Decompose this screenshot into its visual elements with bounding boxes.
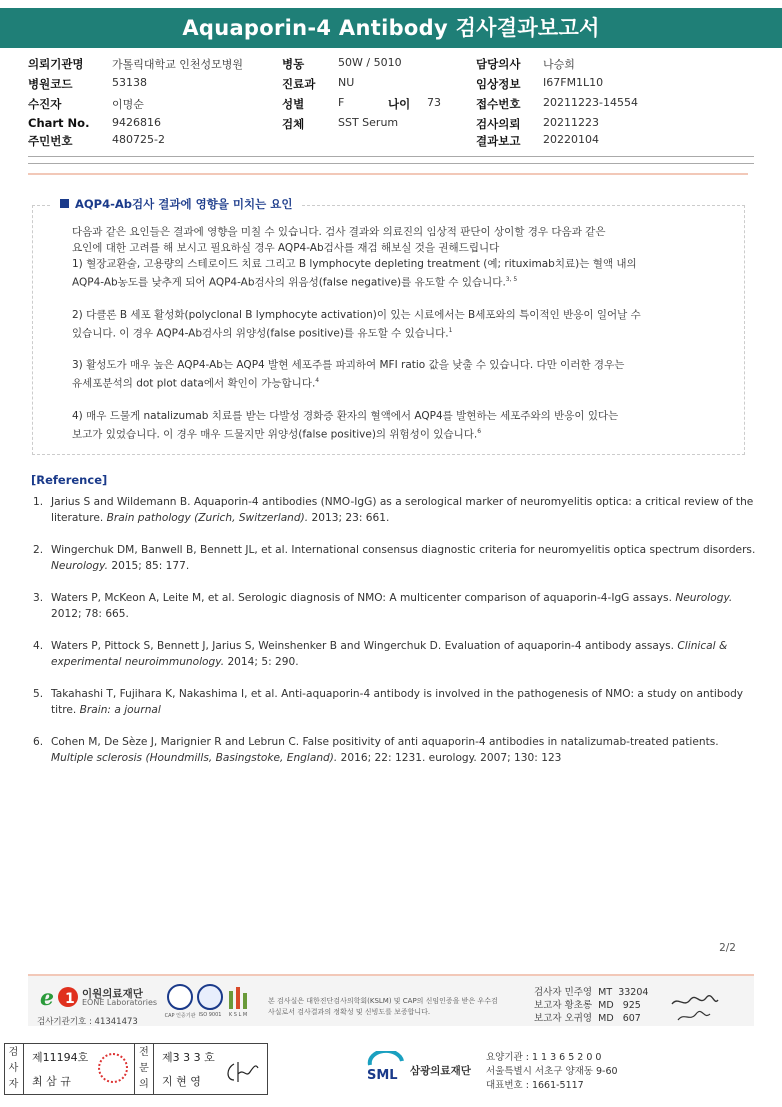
svg-text:1: 1	[65, 991, 75, 1007]
agency-code: 요양기관 : 1 1 3 6 5 2 0 0	[486, 1052, 602, 1063]
reference-item: 6. Cohen M, De Sèze J, Marignier R and Lebrun C. False positivity of anti aquaporin-4 antibodies in natalizumab-treated patients. Multiple sclerosis (Houndmills, Basingstoke, England). 2016; 22: 1231. eurology. 2007; 130: 123	[33, 736, 719, 764]
report-date-label: 결과보고	[476, 134, 521, 148]
factor-item-4: 4) 매우 드물게 natalizumab 치료를 받는 다발성 경화증 환자의 혈액에서 AQP4를 발현하는 세포주와의 반응이 있다는 보고가 있었습니다. 이 경우 매우 드물지만 위양성(false positive)의 위험성이 있습니다.$^6$	[72, 409, 619, 440]
specialist-name: 지 현 영	[162, 1075, 201, 1088]
age-label: 나이	[388, 97, 411, 111]
reporter-row: 보고자 오귀영 MD 607	[534, 1013, 641, 1024]
receipt-no-value: 20211223-14554	[543, 96, 638, 109]
ward-value: 50W / 5010	[338, 56, 402, 69]
factors-text	[72, 224, 722, 442]
department-value: NU	[338, 76, 355, 89]
chart-no-label: Chart No.	[28, 116, 90, 130]
report-date-value: 20220104	[543, 133, 599, 146]
resident-no-label: 주민번호	[28, 134, 73, 148]
institution-label: 의뢰기관명	[28, 57, 84, 71]
svg-text:SML: SML	[367, 1068, 398, 1083]
hospital-code-label: 병원코드	[28, 77, 73, 91]
factor-item-3: 3) 활성도가 매우 높은 AQP4-Ab는 AQP4 발현 세포주를 파괴하여 MFI ratio 값을 낮출 수 있습니다. 다만 이러한 경우는 유세포분석의 dot plot data에서 확인이 가능합니다.$^4$	[72, 359, 625, 390]
reference-item: 3. Waters P, McKeon A, Leite M, et al. Serologic diagnosis of NMO: A multicenter comparison of aquaporin-4-IgG assays. Neurology. 2012; 78: 665.	[33, 592, 733, 620]
hospital-code-value: 53138	[112, 76, 147, 89]
request-date-label: 검사의뢰	[476, 117, 521, 131]
factors-intro: 다음과 같은 요인들은 결과에 영향을 미칠 수 있습니다. 검사 결과와 의료진의 임상적 판단이 상이할 경우 다음과 같은 요인에 대한 고려를 해 보시고 필요하실 경우 AQP4-Ab검사를 재검 해보실 것을 권해드립니다	[72, 226, 606, 254]
department-label: 진료과	[282, 77, 316, 91]
eone-logo-icon	[40, 985, 78, 1009]
reference-list	[33, 494, 763, 782]
divider	[28, 156, 754, 157]
signature-image	[670, 994, 720, 1026]
sex-label: 성별	[282, 97, 305, 111]
divider	[28, 163, 754, 164]
eone-name: 이원의료재단	[82, 988, 143, 1000]
factor-item-1: 1) 혈장교환술, 고용량의 스테로이드 치료 그리고 B lymphocyte depleting treatment (예; rituximab치료)는 혈액 내의 AQP4-Ab농도를 낮추게 되어 AQP4-Ab검사의 위음성(false negative)를 유도할 수 있습니다.$^{3, 5}$	[72, 258, 637, 289]
reference-heading: [Reference]	[31, 473, 108, 487]
org-phone: 대표번호 : 1661-5117	[486, 1080, 584, 1091]
org-address: 서울특별시 서초구 양재동 9-60	[486, 1066, 618, 1077]
doctor-label: 담당의사	[476, 57, 521, 71]
page-number: 2/2	[719, 942, 736, 954]
cert-caption: K S L M	[228, 1012, 248, 1018]
divider	[28, 173, 748, 175]
receipt-no-label: 접수번호	[476, 97, 521, 111]
resident-no-value: 480725-2	[112, 133, 165, 146]
recipient-label: 수진자	[28, 97, 62, 111]
reporter-row: 보고자 황초롱 MD 925	[534, 1000, 641, 1011]
reference-item: 5. Takahashi T, Fujihara K, Nakashima I, et al. Anti-aquaporin-4 antibody is involved in the pathogenesis of NMO: a study on antibody titre. Brain: a journal	[33, 688, 744, 716]
sex-value: F	[338, 96, 345, 109]
iso-seal-icon	[197, 984, 223, 1010]
square-bullet-icon	[60, 199, 69, 208]
report-title: Aquaporin-4 Antibody 검사결과보고서	[0, 8, 782, 48]
inspector-name: 최 삼 규	[32, 1075, 71, 1088]
cap-seal-icon	[167, 984, 193, 1010]
reference-item: 4. Waters P, Pittock S, Bennett J, Jarius S, Weinshenker B and Wingerchuk D. Evaluation of aquaporin-4 antibody assays. Clinical & experimental neuroimmunology. 2014; 5: 290.	[33, 640, 728, 668]
specialist-signature-image	[224, 1060, 260, 1086]
reference-item: 1. Jarius S and Wildemann B. Aquaporin-4 antibodies (NMO-IgG) as a serological marker of neuromyelitis optica: a critical review of the literature. Brain pathology (Zurich, Switzerland). 2013; 23: 661.	[33, 496, 754, 524]
kslm-logo-icon	[227, 985, 249, 1011]
ward-label: 병동	[282, 57, 305, 71]
factor-item-2: 2) 다클론 B 세포 활성화(polyclonal B lymphocyte activation)이 있는 시료에서는 B세포와의 특이적인 반응이 일어날 수 있습니다. 이 경우 AQP4-Ab검사의 위양성(false positive)를 유도할 수 있습니다.$^1$	[72, 308, 641, 339]
inspector-no: 제11194호	[32, 1051, 89, 1064]
cert-caption: ISO 9001	[198, 1012, 222, 1018]
factors-title: AQP4-Ab검사 결과에 영향을 미치는 요인	[52, 196, 300, 212]
doctor-value: 나승희	[543, 58, 575, 71]
seal-stamp-icon	[98, 1053, 128, 1083]
reference-item: 2. Wingerchuk DM, Banwell B, Bennett JL, et al. International consensus diagnostic criteria for neuromyelitis optica spectrum disorders. Neurology. 2015; 85: 177.	[33, 544, 756, 572]
lab-code: 검사기관기호 : 41341473	[37, 1017, 138, 1027]
specialist-label: 전문의	[134, 1043, 154, 1095]
org-info	[486, 1051, 618, 1093]
specialist-no: 제3 3 3 호	[162, 1051, 215, 1064]
recipient-value: 이명순	[112, 98, 144, 111]
cert-caption: CAP 인증기관	[164, 1013, 196, 1019]
reporter-row: 검사자 민주영 MT 33204	[534, 987, 649, 998]
specimen-value: SST Serum	[338, 116, 399, 129]
disclaimer: 본 검사실은 대한진단검사의학회(KSLM) 및 CAP의 신임인증을 받은 우수검사실로서 검사결과의 정확성 및 신빙도를 보증합니다.	[268, 997, 498, 1016]
eone-sub: EONE Laboratories	[82, 998, 158, 1007]
reporters	[534, 986, 648, 1025]
sml-logo-icon	[366, 1051, 406, 1085]
age-value: 73	[427, 96, 441, 109]
sml-org-name: 삼광의료재단	[410, 1065, 471, 1077]
request-date-value: 20211223	[543, 116, 599, 129]
clinical-info-value: I67FM1L10	[543, 76, 604, 89]
chart-no-value: 9426816	[112, 116, 161, 129]
institution-value: 가톨릭대학교 인천성모병원	[112, 58, 244, 71]
inspector-label: 검사자	[4, 1043, 24, 1095]
specimen-label: 검체	[282, 117, 305, 131]
svg-text:e: e	[40, 985, 54, 1009]
clinical-info-label: 임상정보	[476, 77, 521, 91]
